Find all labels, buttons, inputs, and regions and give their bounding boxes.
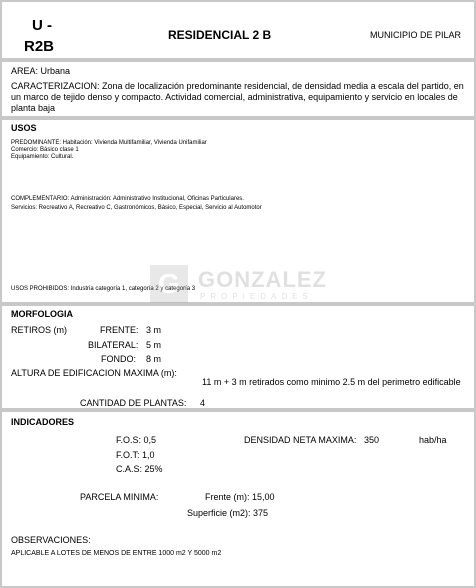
zone-code-line1: U - [32,17,52,34]
indicadores-title: INDICADORES [11,417,75,427]
fondo-value: 8 m [146,354,162,364]
cas-value: C.A.S: 25% [116,464,163,474]
altura-value: 11 m + 3 m retirados como minimo 2.5 m del perimetro edificable [202,377,461,387]
complementario-line-1: COMPLEMENTARIO: Administración: Administrativo Institucional, Oficinas Particulares. [11,196,244,202]
bilateral-value: 5 m [146,340,162,350]
predominante-line-1: PREDOMINANTE: Habitación: Vivienda Multifamiliar, Vivienda Unifamiliar [11,140,207,146]
area-box [0,60,476,118]
watermark-g-icon: G [150,265,188,303]
parcela-frente: Frente (m): 15,00 [205,492,275,502]
page-title: RESIDENCIAL 2 B [168,28,272,42]
morfologia-title: MORFOLOGIA [11,309,73,319]
bilateral-label: BILATERAL: [88,340,139,350]
parcela-superficie: Superficie (m2): 375 [187,508,269,518]
densidad-unit: hab/ha [419,435,447,445]
densidad-label: DENSIDAD NETA MAXIMA: [244,435,357,445]
zone-code-line2: R2B [24,38,55,55]
plantas-value: 4 [200,398,206,408]
header-box [0,0,476,60]
altura-label: ALTURA DE EDIFICACION MAXIMA (m): [11,368,177,378]
retiros-label: RETIROS (m) [11,325,67,335]
indicadores-box [0,410,476,588]
predominante-line-2: Comercio: Básico clase 1 [11,147,79,153]
watermark-brand: GONZALEZ [198,267,327,292]
area-text: AREA: Urbana [11,66,71,76]
complementario-line-2: Servicios: Recreativo A, Recreativo C, Gastronómicos, Básico, Especial, Servicio al Automotor [11,205,262,211]
municipality-label: MUNICIPIO DE PILAR [370,30,462,40]
fondo-label: FONDO: [101,354,136,364]
observaciones-text: APLICABLE A LOTES DE MENOS DE ENTRE 1000 m2 Y 5000 m2 [11,550,222,557]
densidad-value: 350 [364,435,380,445]
parcela-label: PARCELA MINIMA: [80,492,159,502]
fos-value: F.O.S: 0,5 [116,435,157,445]
plantas-label: CANTIDAD DE PLANTAS: [80,398,187,408]
watermark-sub: PROPIEDADES [200,292,313,301]
frente-value: 3 m [146,325,162,335]
usos-title: USOS [11,123,37,133]
morfologia-box [0,304,476,410]
caracterizacion-text: CARACTERIZACION: Zona de localización predominante residencial, de densidad media a escala del partido, en un marco de tejido denso y compacto. Actividad comercial, administrativa, equipamiento y servicio en locales de planta baja [11,81,464,113]
observaciones-label: OBSERVACIONES: [11,535,91,545]
predominante-line-3: Equipamiento: Cultural. [11,154,74,160]
fot-value: F.O.T: 1,0 [116,450,155,460]
usos-prohibidos: USOS PROHIBIDOS: Industria categoría 1, categoría 2 y categoría 3 [11,286,196,292]
watermark-logo [150,265,330,305]
frente-label: FRENTE: [100,325,139,335]
